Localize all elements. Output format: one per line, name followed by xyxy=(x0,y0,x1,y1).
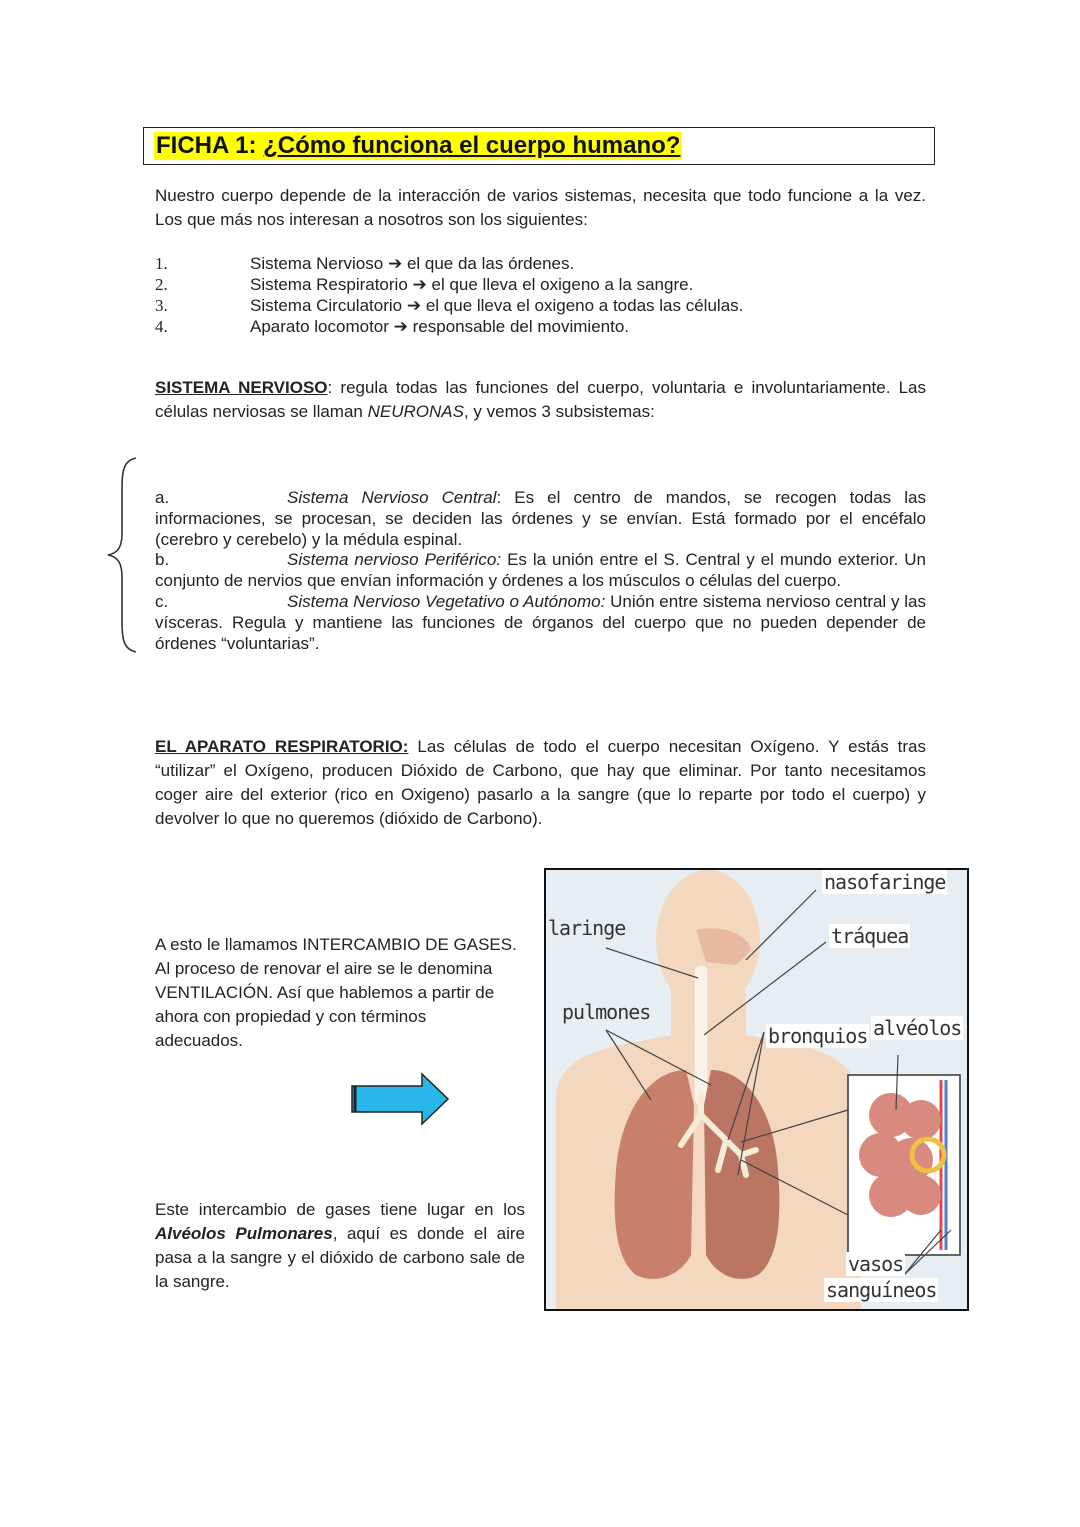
trachea-shape xyxy=(694,965,708,1105)
system-name: Sistema Respiratorio xyxy=(250,275,408,294)
sub-text: Es la unión entre el S. Central y el mundo exterior. Un conjunto de nervios que envían información y órdenes a los músculos o células del cuerpo. xyxy=(155,550,926,590)
sub-sep: : xyxy=(496,488,502,507)
arrow-icon: ➔ xyxy=(387,254,403,273)
list-text xyxy=(250,274,693,295)
system-name: Sistema Circulatorio xyxy=(250,296,403,315)
sub-letter: a. xyxy=(155,488,170,507)
label-alveolos: alvéolos xyxy=(873,1016,962,1040)
intercambio-paragraph: A esto le llamamos INTERCAMBIO DE GASES. Al proceso de renovar el aire se le denomina VENTILACIÓN. Así que hablemos a partir de ahora con propiedad y con términos adecuados. xyxy=(155,935,517,1050)
alveolos-post: , aquí es donde el aire pasa a la sangre y el dióxido de carbono sale de la sangre. xyxy=(155,1224,525,1291)
respiratory-diagram xyxy=(544,868,969,1311)
label-sanguineos: sanguíneos xyxy=(826,1278,937,1302)
list-number: 4. xyxy=(155,317,168,336)
intro-paragraph: Nuestro cuerpo depende de la interacción de varios sistemas, necesita que todo funcione a la vez. Los que más nos interesan a nosotros son los siguientes: xyxy=(155,186,926,229)
right-arrow-icon xyxy=(348,1072,452,1126)
list-text xyxy=(250,316,629,337)
title-box xyxy=(143,127,935,165)
label-traquea: tráquea xyxy=(831,924,909,948)
label-vasos: vasos xyxy=(848,1252,904,1276)
sub-text: Es el centro de mandos, se recogen todas las informaciones, se procesan, se deciden las órdenes y se envían. Está formado por el encéfalo (cerebro y cerebelo) y la médula espinal. xyxy=(155,488,926,549)
sub-text: Unión entre sistema nervioso central y las vísceras. Regula y mantiene las funciones de órganos del cuerpo que no pueden depender de órdenes “voluntarias”. xyxy=(155,592,926,653)
respiratorio-heading: EL APARATO RESPIRATORIO: xyxy=(155,737,409,756)
sub-letter: c. xyxy=(155,592,169,611)
sub-name: Sistema Nervioso Vegetativo o Autónomo: xyxy=(287,592,606,611)
sub-name: Sistema Nervioso Central xyxy=(287,488,497,507)
arrow-icon: ➔ xyxy=(412,275,427,294)
list-number: 2. xyxy=(155,275,168,294)
page-title xyxy=(154,132,682,160)
system-desc: el que lleva el oxigeno a la sangre. xyxy=(431,275,694,294)
subsystem-a xyxy=(155,487,926,550)
label-bronquios: bronquios xyxy=(768,1024,868,1048)
arrow-icon: ➔ xyxy=(393,317,408,336)
alveolos-pre: Este intercambio de gases tiene lugar en los xyxy=(155,1200,525,1219)
curly-brace-icon xyxy=(104,455,140,655)
alveolos-term: Alvéolos Pulmonares xyxy=(155,1224,333,1243)
label-pulmones: pulmones xyxy=(562,1000,651,1024)
nervioso-text-end: , y vemos 3 subsistemas: xyxy=(463,402,655,421)
neuronas-term: NEURONAS xyxy=(367,402,464,421)
sub-name: Sistema nervioso Periférico: xyxy=(287,550,502,569)
list-number: 1. xyxy=(155,254,168,273)
subsystem-b xyxy=(155,549,926,591)
system-desc: el que lleva el oxigeno a todas las células. xyxy=(425,296,744,315)
system-desc: el que da las órdenes. xyxy=(406,254,575,273)
alveolos-paragraph xyxy=(155,1198,525,1294)
label-nasofaringe: nasofaringe xyxy=(824,870,946,894)
nervioso-heading: SISTEMA NERVIOSO xyxy=(155,378,328,397)
alveolus xyxy=(901,1175,941,1215)
alveolus xyxy=(901,1100,941,1140)
title-prefix: FICHA 1: xyxy=(156,132,264,159)
list-text xyxy=(250,295,743,316)
nervioso-paragraph xyxy=(155,376,926,424)
sub-letter: b. xyxy=(155,550,170,569)
respiratorio-paragraph xyxy=(155,735,926,831)
subsystem-c xyxy=(155,591,926,654)
title-question: ¿Cómo funciona el cuerpo humano? xyxy=(263,132,681,159)
label-laringe: laringe xyxy=(548,916,626,940)
list-number: 3. xyxy=(155,296,168,315)
arrow-icon: ➔ xyxy=(406,296,422,315)
respiratorio-text: Las células de todo el cuerpo necesitan Oxígeno. Y estás tras “utilizar” el Oxígeno, producen Dióxido de Carbono, que hay que eliminar. Por tanto necesitamos coger aire del exterior (rico en Oxigeno) pasarlo a la sangre (que lo reparte por todo el cuerpo) y devolver lo que no queremos (dióxido de Carbono). xyxy=(155,737,927,828)
system-name: Aparato locomotor xyxy=(250,317,389,336)
nervioso-text: : regula todas las funciones del cuerpo, voluntaria e involuntariamente. Las células nerviosas se llaman xyxy=(155,378,927,421)
system-name: Sistema Nervioso xyxy=(250,254,384,273)
system-desc: responsable del movimiento. xyxy=(412,317,630,336)
list-text xyxy=(250,253,574,274)
